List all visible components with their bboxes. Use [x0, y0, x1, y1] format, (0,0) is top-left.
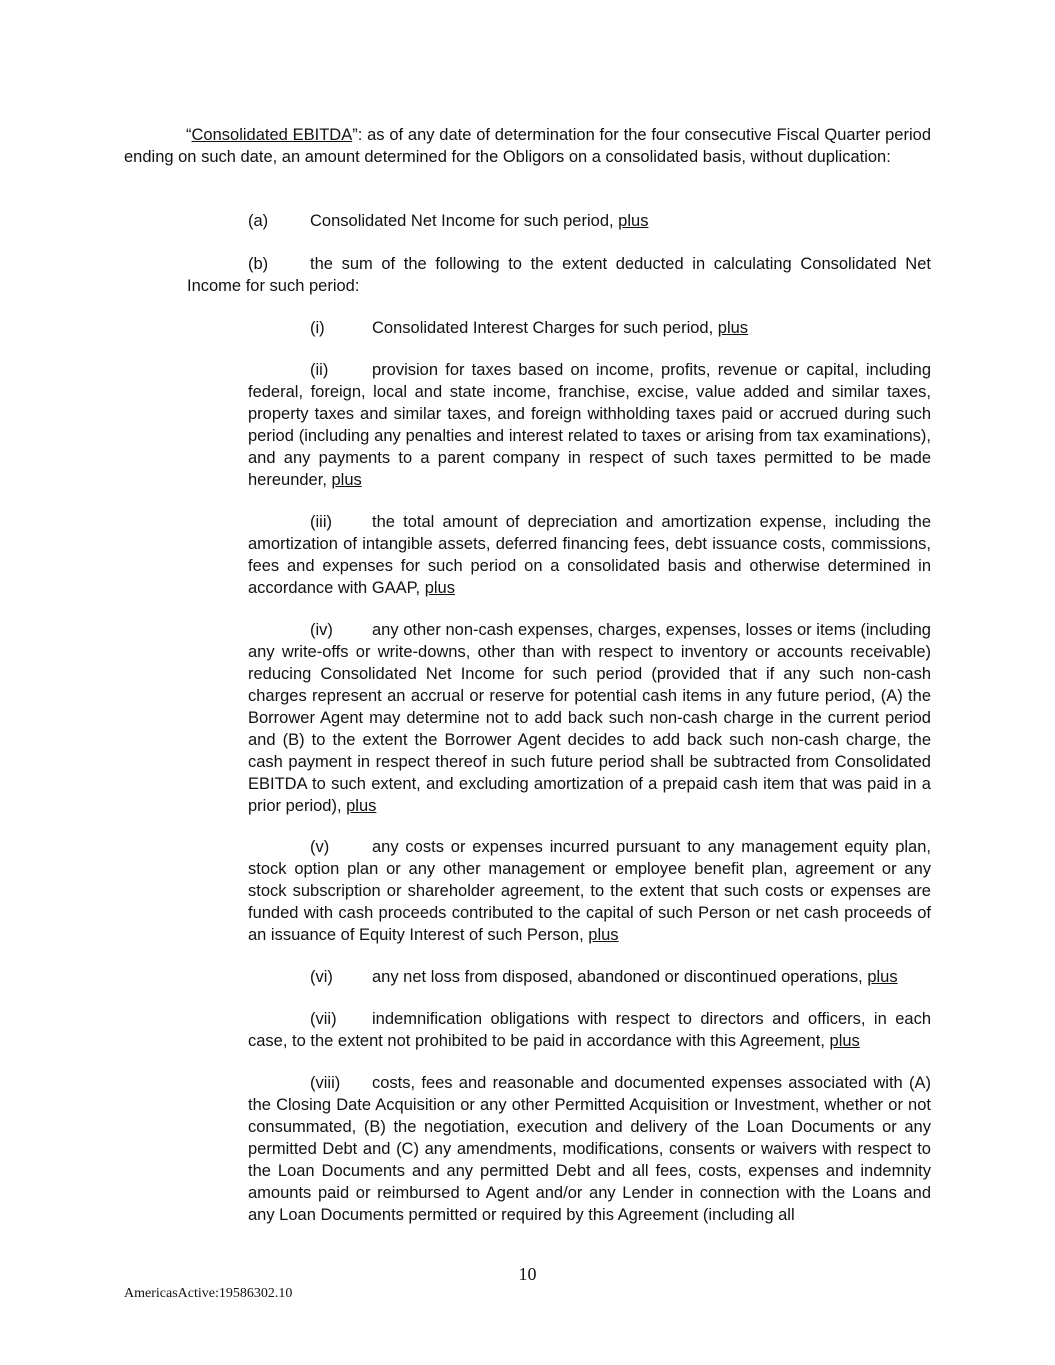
subitem-label: (iii) [310, 513, 332, 531]
item-b [187, 253, 931, 297]
subitem-text: any net loss from disposed, abandoned or discontinued operations, [372, 968, 868, 986]
item-a [187, 210, 931, 232]
subitem-label: (ii) [310, 361, 329, 379]
subitem-suffix: plus [424, 579, 455, 597]
subitem-text: any costs or expenses incurred pursuant to any management equity plan, stock option plan or any other management or employee benefit plan, agreement or any stock subscription or shareholder agreement, to the extent that such costs or expenses are funded with cash proceeds contributed to the capital of such Person or net cash proceeds of an issuance of Equity Interest of such Person, [248, 838, 931, 944]
subitem-suffix: plus [717, 319, 749, 337]
defined-term: Consolidated EBITDA [191, 126, 353, 144]
subitem-i [248, 317, 931, 339]
subitem-vii [248, 1008, 931, 1052]
subitem-iii [248, 511, 931, 599]
subitem-suffix: plus [829, 1032, 860, 1050]
subitem-suffix: plus [588, 926, 619, 944]
subitem-text: provision for taxes based on income, profits, revenue or capital, including federal, foreign, local and state income, franchise, excise, value added and similar taxes, property taxes and similar taxes, and foreign withholding taxes paid or accrued during such period (including any penalties and interest related to taxes or arising from tax examinations), and any payments to a parent company in respect of such taxes permitted to be made hereunder, [248, 361, 931, 489]
item-label: (b) [248, 255, 269, 273]
item-label: (a) [248, 212, 269, 230]
subitem-suffix: plus [331, 471, 362, 489]
subitem-vi [248, 966, 931, 988]
item-suffix: plus [618, 212, 649, 230]
subitem-suffix: plus [867, 968, 898, 986]
subitem-label: (vi) [310, 968, 333, 986]
subitem-text: costs, fees and reasonable and documented expenses associated with (A) the Closing Date Acquisition or any other Permitted Acquisition or Investment, whether or not consummated, (B) the negotiation, execution and delivery of the Loan Documents or any permitted Debt and (C) any amendments, modifications, consents or waivers with respect to the Loan Documents and any permitted Debt and all fees, costs, expenses and indemnity amounts paid or reimbursed to Agent and/or any Lender in connection with the Loans and any Loan Documents permitted or required by this Agreement (including all [248, 1074, 931, 1224]
subitem-ii [248, 359, 931, 491]
subitem-text: indemnification obligations with respect to directors and officers, in each case, to the extent not prohibited to be paid in accordance with this Agreement, [248, 1010, 931, 1050]
subitem-viii [248, 1072, 931, 1226]
close-quote: ” [352, 126, 358, 144]
subitem-text: any other non-cash expenses, charges, expenses, losses or items (including any write-offs or write-downs, other than with respect to inventory or accounts receivable) reducing Consolidated Net Income for such period (provided that if any such non-cash charges represent an accrual or reserve for potential cash items in any future period, (A) the Borrower Agent may determine not to add back such non-cash charge in the current period and (B) to the extent the Borrower Agent decides to add back such non-cash charge, the cash payment in respect thereof in such future period shall be subtracted from Consolidated EBITDA to such extent, and excluding amortization of a prepaid cash item that was paid in a prior period), [248, 621, 931, 815]
page-number: 10 [518, 1264, 537, 1284]
definition-text: : as of any date of determination for the four consecutive Fiscal Quarter period ending on such date, an amount determined for the Obligors on a consolidated basis, without duplication: [124, 126, 932, 166]
document-id: AmericasActive:19586302.10 [124, 1286, 293, 1301]
item-text: the sum of the following to the extent deducted in calculating Consolidated Net Income for such period: [187, 255, 931, 295]
subitem-label: (vii) [310, 1010, 337, 1028]
subitem-suffix: plus [346, 797, 377, 815]
subitem-text: Consolidated Interest Charges for such period, [372, 319, 718, 337]
subitem-label: (viii) [310, 1074, 341, 1092]
open-quote: “ [186, 126, 192, 144]
item-text: Consolidated Net Income for such period, [310, 212, 619, 230]
subitem-label: (i) [310, 319, 325, 337]
subitem-label: (iv) [310, 621, 333, 639]
subitem-text: the total amount of depreciation and amortization expense, including the amortization of intangible assets, deferred financing fees, debt issuance costs, commissions, fees and expenses for such period on a consolidated basis and otherwise determined in accordance with GAAP, [248, 513, 931, 597]
definition-paragraph [124, 124, 931, 168]
subitem-iv [248, 619, 931, 817]
subitem-label: (v) [310, 838, 330, 856]
subitem-v [248, 836, 931, 946]
